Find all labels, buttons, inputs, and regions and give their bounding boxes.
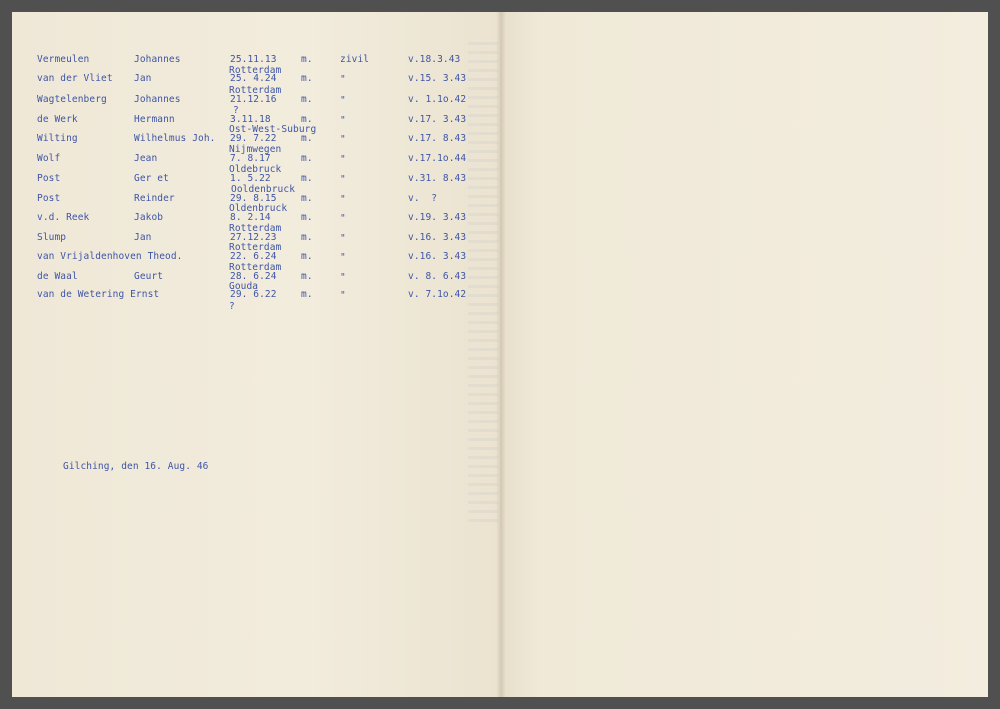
sex-cell: m. — [301, 193, 313, 204]
arrival-date-cell: v.31. 8.43 — [408, 173, 467, 184]
surname-cell: Slump — [37, 232, 67, 243]
birth-date-cell: 21.12.16 — [230, 94, 277, 105]
birth-place-cell: Nijmwegen — [229, 144, 282, 155]
surname-cell: v.d. Reek — [37, 212, 90, 223]
arrival-date-cell: v. 8. 6.43 — [408, 271, 467, 282]
status-cell: " — [340, 74, 346, 85]
surname-cell: Vermeulen — [37, 54, 90, 65]
sex-cell: m. — [301, 173, 313, 184]
birth-place-cell: Rotterdam — [229, 262, 282, 273]
surname-cell: van Vrijaldenhoven Theod. — [37, 251, 183, 262]
surname-cell: van de Wetering Ernst — [37, 289, 160, 300]
surname-cell: van der Vliet — [37, 73, 113, 84]
status-cell: " — [340, 134, 346, 145]
status-cell: " — [340, 272, 346, 283]
first-name-cell: Jakob — [134, 212, 164, 223]
birth-place-cell: Oldebruck — [229, 164, 282, 175]
birth-place-cell: Rotterdam — [229, 85, 282, 96]
birth-place-cell: Ooldenbruck — [231, 184, 296, 195]
first-name-cell: Jan — [134, 232, 152, 243]
place-date-footer: Gilching, den 16. Aug. 46 — [63, 461, 209, 472]
sex-cell: m. — [301, 212, 313, 223]
arrival-date-cell: v.15. 3.43 — [408, 73, 467, 84]
surname-cell: Wolf — [37, 153, 61, 164]
arrival-date-cell: v.17. 8.43 — [408, 133, 467, 144]
status-cell: " — [340, 290, 346, 301]
first-name-cell: Wilhelmus Joh. — [134, 133, 216, 144]
arrival-date-cell: v.19. 3.43 — [408, 212, 467, 223]
first-name-cell: Ger et — [134, 173, 169, 184]
status-cell: " — [340, 233, 346, 244]
sex-cell: m. — [301, 251, 313, 262]
status-cell: zivil — [340, 54, 370, 65]
arrival-date-cell: v.17.1o.44 — [408, 153, 467, 164]
arrival-date-cell: v. ? — [408, 193, 438, 204]
first-name-cell: Johannes — [134, 54, 181, 65]
birth-place-cell: Rotterdam — [229, 242, 282, 253]
arrival-date-cell: v. 7.1o.42 — [408, 289, 467, 300]
birth-date-cell: 27.12.23 — [230, 232, 277, 243]
birth-place-cell: Oldenbruck — [229, 203, 288, 214]
arrival-date-cell: v.17. 3.43 — [408, 114, 467, 125]
birth-date-cell: 28. 6.24 — [230, 271, 277, 282]
sex-cell: m. — [301, 114, 313, 125]
arrival-date-cell: v.18.3.43 — [408, 54, 461, 65]
arrival-date-cell: v.16. 3.43 — [408, 251, 467, 262]
surname-cell: de Waal — [37, 271, 78, 282]
birth-place-cell: Rotterdam — [229, 65, 282, 76]
surname-cell: Wilting — [37, 133, 78, 144]
status-cell: " — [340, 115, 346, 126]
sex-cell: m. — [301, 271, 313, 282]
birth-date-cell: 1. 5.22 — [230, 173, 271, 184]
first-name-cell: Hermann — [134, 114, 175, 125]
surname-cell: Wagtelenberg — [37, 94, 107, 105]
birth-date-cell: 22. 6.24 — [230, 251, 277, 262]
sex-cell: m. — [301, 54, 313, 65]
birth-date-cell: 29. 6.22 — [230, 289, 277, 300]
sex-cell: m. — [301, 153, 313, 164]
birth-date-cell: 29. 7.22 — [230, 133, 277, 144]
birth-place-cell: Rotterdam — [229, 223, 282, 234]
birth-date-cell: 7. 8.17 — [230, 153, 271, 164]
right-page — [500, 12, 988, 697]
birth-place-cell: Gouda — [229, 281, 259, 292]
status-cell: " — [340, 154, 346, 165]
sex-cell: m. — [301, 232, 313, 243]
first-name-cell: Reinder — [134, 193, 175, 204]
arrival-date-cell: v. 1.1o.42 — [408, 94, 467, 105]
status-cell: " — [340, 95, 346, 106]
sex-cell: m. — [301, 289, 313, 300]
birth-date-cell: 25.11.13 — [230, 54, 277, 65]
status-cell: " — [340, 194, 346, 205]
birth-date-cell: 3.11.18 — [230, 114, 271, 125]
first-name-cell: Jan — [134, 73, 152, 84]
surname-cell: Post — [37, 193, 61, 204]
birth-date-cell: 8. 2.14 — [230, 212, 271, 223]
sex-cell: m. — [301, 133, 313, 144]
sex-cell: m. — [301, 73, 313, 84]
birth-place-cell: Ost-West-Suburg — [229, 124, 317, 135]
first-name-cell: Geurt — [134, 271, 164, 282]
first-name-cell: Johannes — [134, 94, 181, 105]
birth-place-cell: ? — [229, 301, 235, 312]
status-cell: " — [340, 213, 346, 224]
surname-cell: Post — [37, 173, 61, 184]
arrival-date-cell: v.16. 3.43 — [408, 232, 467, 243]
first-name-cell: Jean — [134, 153, 158, 164]
surname-cell: de Werk — [37, 114, 78, 125]
birth-date-cell: 29. 8.15 — [230, 193, 277, 204]
sex-cell: m. — [301, 94, 313, 105]
birth-date-cell: 25. 4.24 — [230, 73, 277, 84]
ink-bleed-through — [468, 42, 498, 522]
birth-place-cell: ? — [233, 105, 239, 116]
status-cell: " — [340, 252, 346, 263]
status-cell: " — [340, 174, 346, 185]
